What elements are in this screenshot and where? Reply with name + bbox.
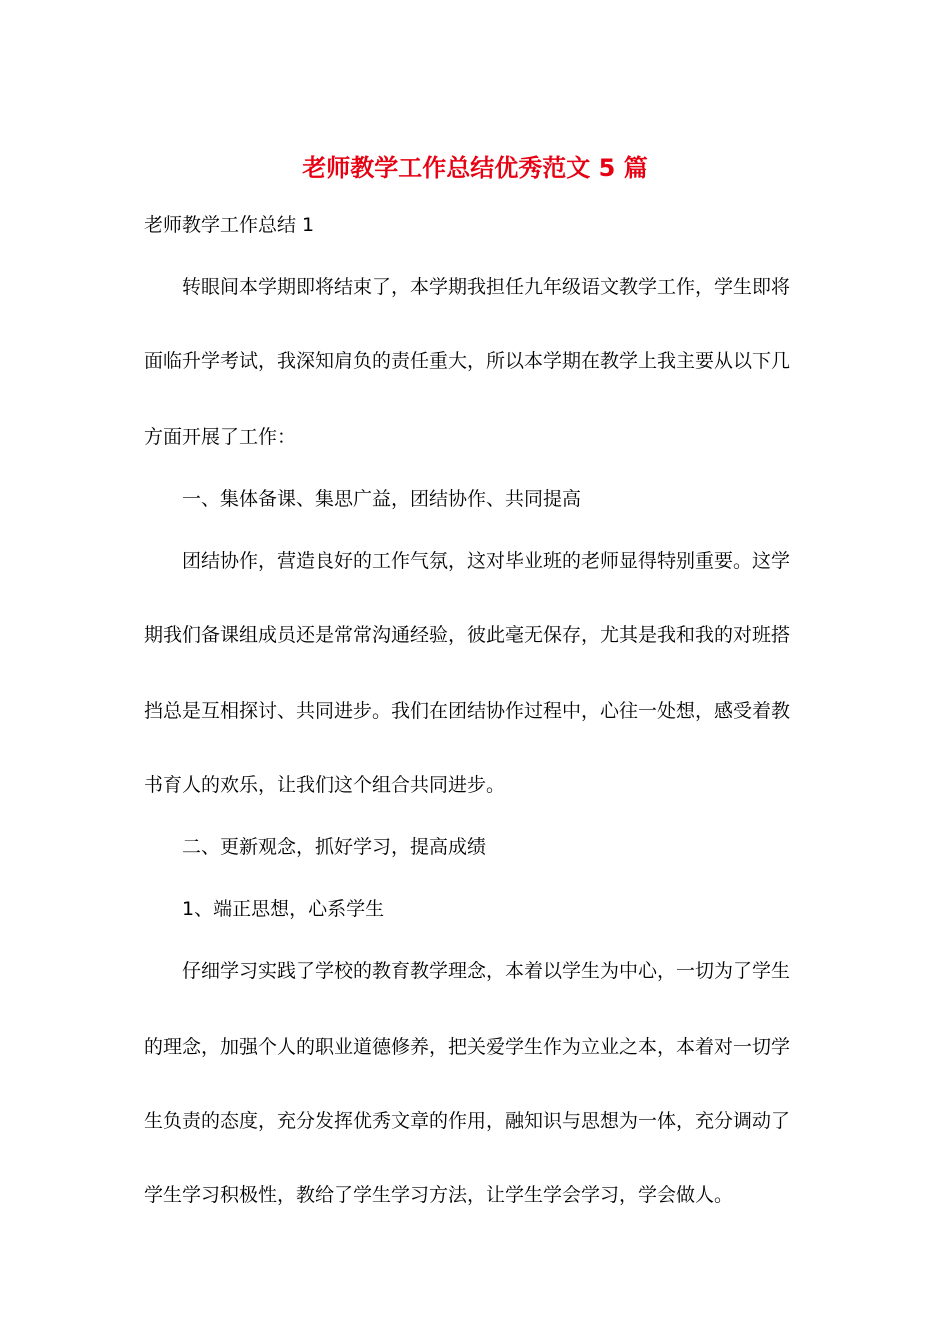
paragraph-line: 团结协作，营造良好的工作气氛，这对毕业班的老师显得特别重要。这学 [182, 550, 791, 572]
paragraph-line: 书育人的欢乐，让我们这个组合共同进步。 [144, 774, 506, 796]
subheading: 二、更新观念，抓好学习，提高成绩 [182, 836, 487, 858]
section-heading: 老师教学工作总结 1 [144, 214, 315, 236]
subheading: 1、端正思想，心系学生 [182, 898, 385, 920]
paragraph-line: 方面开展了工作： [144, 426, 297, 448]
paragraph-line: 转眼间本学期即将结束了，本学期我担任九年级语文教学工作，学生即将 [182, 276, 791, 298]
paragraph-line: 期我们备课组成员还是常常沟通经验，彼此毫无保存，尤其是我和我的对班搭 [144, 624, 791, 646]
paragraph-line: 仔细学习实践了学校的教育教学理念，本着以学生为中心，一切为了学生 [182, 960, 791, 982]
paragraph-line: 的理念，加强个人的职业道德修养，把关爱学生作为立业之本，本着对一切学 [144, 1036, 791, 1058]
paragraph-line: 学生学习积极性，教给了学生学习方法，让学生学会学习，学会做人。 [144, 1184, 734, 1206]
paragraph-line: 挡总是互相探讨、共同进步。我们在团结协作过程中，心往一处想，感受着教 [144, 700, 791, 722]
document-title: 老师教学工作总结优秀范文 5 篇 [302, 154, 648, 182]
subheading: 一、集体备课、集思广益，团结协作、共同提高 [182, 488, 582, 510]
paragraph-line: 生负责的态度，充分发挥优秀文章的作用，融知识与思想为一体，充分调动了 [144, 1110, 791, 1132]
paragraph-line: 面临升学考试，我深知肩负的责任重大，所以本学期在教学上我主要从以下几 [144, 350, 791, 372]
